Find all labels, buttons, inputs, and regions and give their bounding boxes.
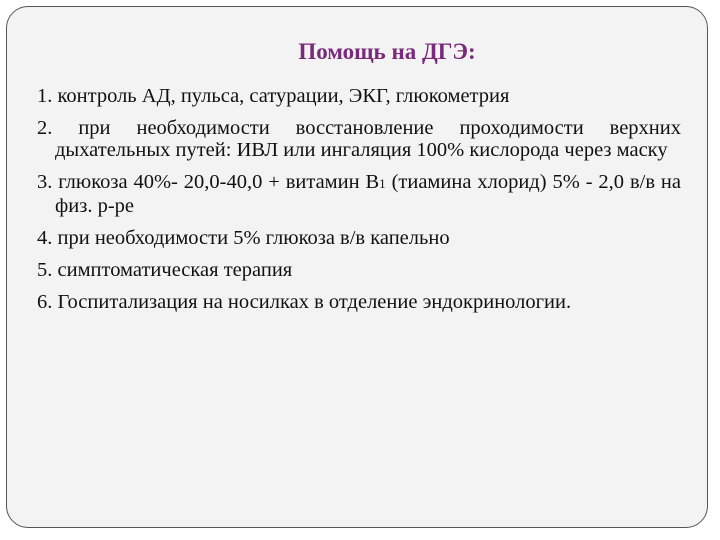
list-item xyxy=(37,171,681,217)
list-item xyxy=(37,117,681,161)
item-number: 6. xyxy=(37,291,53,313)
list-item xyxy=(37,227,681,249)
item-number: 5. xyxy=(37,259,53,281)
item-text: при необходимости восстановление проходимости верхних дыхательных путей: ИВЛ или ингаляция 100% кислорода через маску xyxy=(55,117,681,161)
item-text: при необходимости 5% глюкоза в/в капельно xyxy=(57,227,450,249)
item-number: 4. xyxy=(37,227,53,249)
slide-content xyxy=(37,85,681,323)
list-item xyxy=(37,291,681,313)
item-text: контроль АД, пульса, сатурации, ЭКГ, глюкометрия xyxy=(57,85,510,107)
slide-frame xyxy=(6,6,708,528)
item-text: Госпитализация на носилках в отделение эндокринологии. xyxy=(57,291,572,313)
item-text-after: (тиамина хлорид) 5% - 2,0 в/в на физ. р-ре xyxy=(55,171,681,217)
item-subscript: 1 xyxy=(379,176,386,191)
treatment-list xyxy=(37,85,681,313)
list-item xyxy=(37,85,681,107)
list-item xyxy=(37,259,681,281)
item-number: 3. xyxy=(37,171,53,193)
slide-title: Помощь на ДГЭ: xyxy=(298,39,476,64)
item-number: 2. xyxy=(37,117,53,139)
item-text-before: глюкоза 40%- 20,0-40,0 + витамин В xyxy=(58,171,380,193)
item-text: симптоматическая терапия xyxy=(57,259,293,281)
item-number: 1. xyxy=(37,85,53,107)
